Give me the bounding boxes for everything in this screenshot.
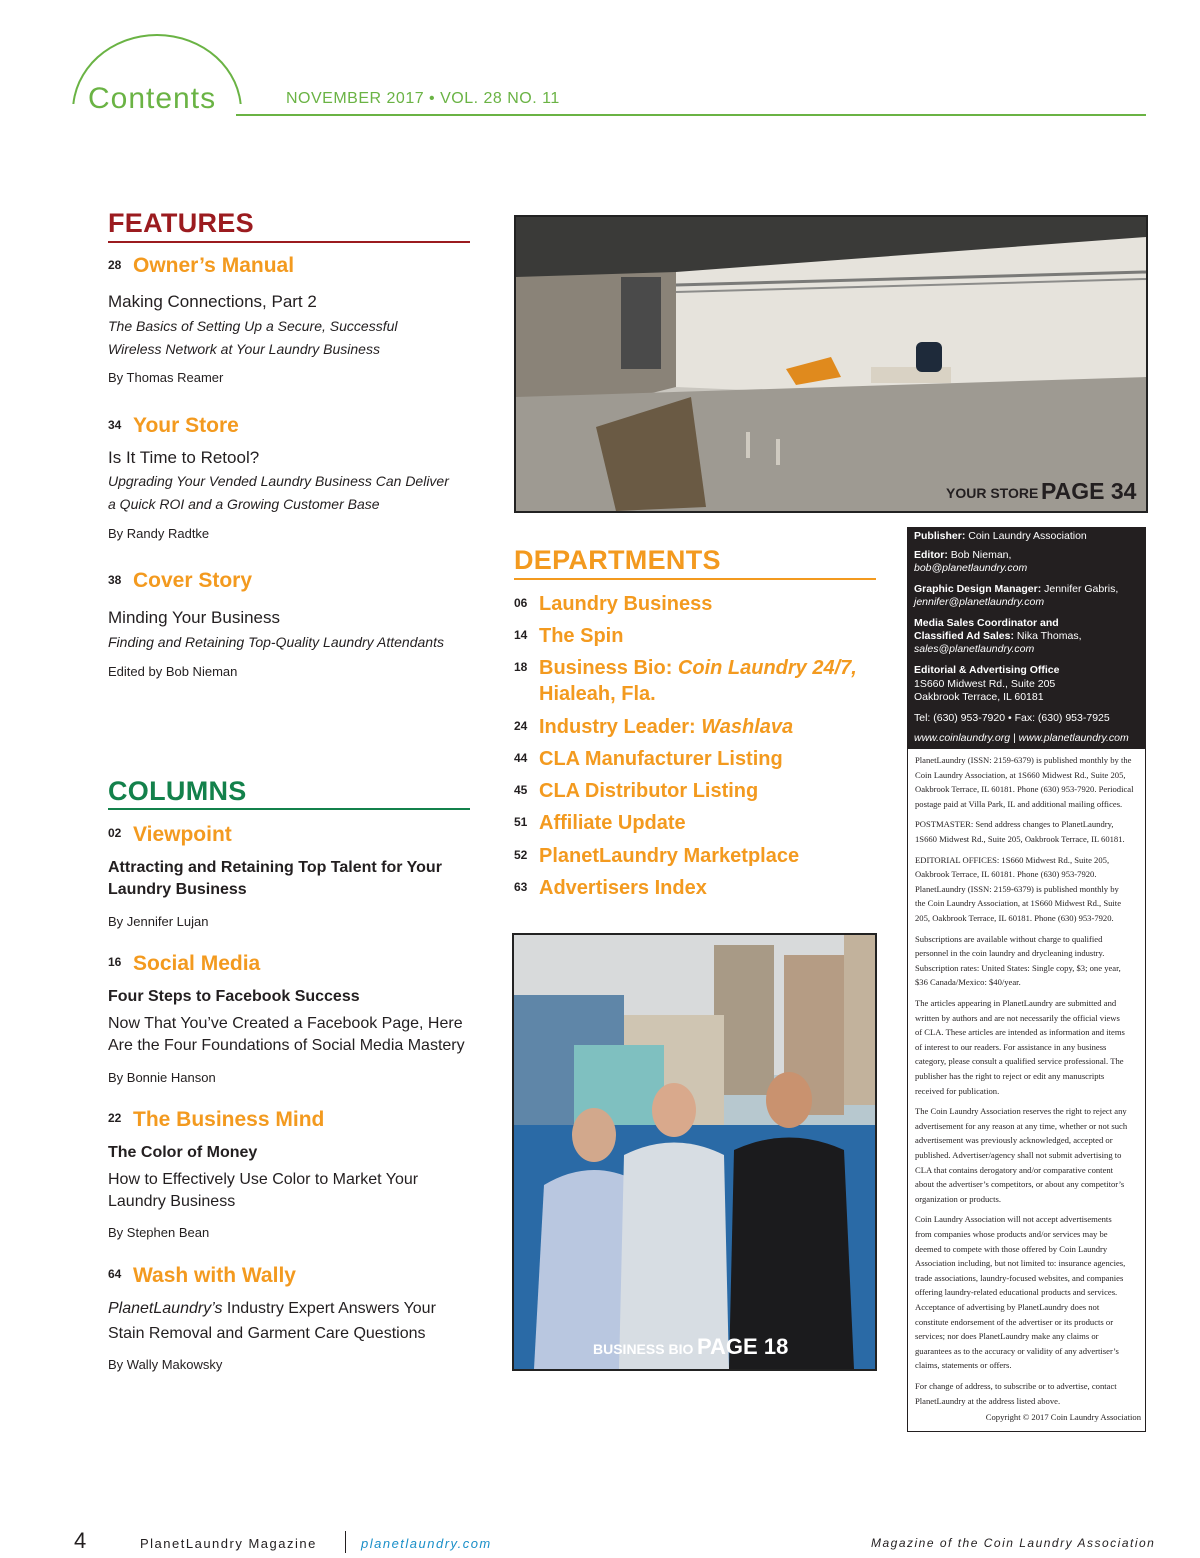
feature-dek: a Quick ROI and a Growing Customer Base [108,496,380,512]
masthead-line: CLA that contains derogatory and/or comparative content [915,1164,1114,1175]
column-dek: Stain Removal and Garment Care Questions [108,1325,426,1342]
masthead-line: 205, Oakbrook Terrace, IL 60181. Phone (630) 953-7920. [915,913,1114,923]
masthead-editor: Editor: Bob Nieman, [914,549,1012,561]
masthead-line: personnel in the coin laundry and drycleaning industry. [915,948,1105,959]
dept-item-cont[interactable]: Hialeah, Fla. [539,683,656,705]
feature-page: 38 [108,573,122,587]
masthead-sales-label: Media Sales Coordinator and [914,617,1059,629]
column-dek: PlanetLaundry’s Industry Expert Answers Your [108,1300,436,1317]
departments-heading: DEPARTMENTS [514,545,721,575]
masthead-line: advertisement was previously acknowledged, accepted or [915,1135,1113,1146]
masthead-line: organization or products. [915,1193,1001,1204]
dept-page: 24 [514,719,528,733]
column-section[interactable]: The Business Mind [133,1108,325,1131]
features-rule [108,241,470,243]
feature-byline: Edited by Bob Nieman [108,664,238,679]
dept-item[interactable]: Laundry Business [539,593,713,615]
masthead-line: received for publication. [915,1085,1000,1096]
footer-tagline: Magazine of the Coin Laundry Association [871,1536,1156,1550]
feature-title[interactable]: Minding Your Business [108,608,281,627]
feature-dek: Finding and Retaining Top-Quality Laundry Attendants [108,634,444,650]
dept-item[interactable]: Advertisers Index [539,877,707,899]
your-store-photo[interactable] [514,215,1148,513]
masthead-line: PlanetLaundry at the address listed above. [915,1395,1061,1406]
copyright: Copyright © 2017 Coin Laundry Association [985,1412,1141,1422]
masthead-line: claims, statements or offers. [915,1360,1012,1371]
masthead-editor-email[interactable]: bob@planetlaundry.com [914,562,1028,574]
masthead-office: 1S660 Midwest Rd., Suite 205 [914,678,1056,690]
column-section[interactable]: Wash with Wally [133,1264,296,1287]
dept-item[interactable]: Affiliate Update [539,812,686,834]
column-title[interactable]: The Color of Money [108,1144,258,1161]
masthead-line: $36 Canada/Mexico: $40/year. [915,977,1021,988]
masthead-line: services; nor does PlanetLaundry make any claims or [915,1331,1099,1342]
feature-dek: Wireless Network at Your Laundry Business [108,341,380,357]
masthead-line: deemed to compete with those offered by Coin Laundry [915,1243,1108,1254]
masthead-line: Oakbrook Terrace, IL 60181. Phone (630) 953-7920. [915,869,1097,880]
feature-section[interactable]: Your Store [133,414,239,437]
dept-page: 18 [514,660,528,674]
masthead-line: of interest to our readers. For assistance in any business [915,1041,1107,1052]
masthead-office: Oakbrook Terrace, IL 60181 [914,691,1044,703]
feature-dek: Upgrading Your Vended Laundry Business Can Deliver [108,473,449,489]
column-page: 64 [108,1267,122,1281]
footer-magazine: PlanetLaundry Magazine [140,1536,317,1551]
column-byline: By Bonnie Hanson [108,1070,216,1085]
masthead-line: Oakbrook Terrace, IL 60181. Phone (630) 953-7920. Periodical [915,784,1134,795]
dept-item[interactable]: The Spin [539,625,624,647]
masthead-line: constitute endorsement of the advertiser or its products or [915,1316,1114,1327]
masthead-publisher: Publisher: Coin Laundry Association [914,530,1087,542]
column-title[interactable]: Attracting and Retaining Top Talent for Your [108,859,442,876]
bio-caption-page[interactable]: PAGE 18 [697,1334,789,1359]
masthead-line: Coin Laundry Association will not accept advertisements [915,1214,1112,1225]
masthead-web[interactable]: www.coinlaundry.org | www.planetlaundry.com [914,732,1129,744]
masthead-line: postage paid at Villa Park, IL and additional mailing offices. [915,798,1123,809]
dept-page: 06 [514,596,528,610]
masthead-design: Graphic Design Manager: Jennifer Gabris, [914,583,1119,595]
masthead-line: the Coin Laundry Association, at 1S660 Midwest Rd., Suite [915,898,1122,909]
masthead-line: For change of address, to subscribe or to advertise, contact [915,1381,1117,1391]
three-men-image [514,935,875,1369]
masthead-line: offering laundry-related educational products and services. [915,1287,1118,1298]
feature-dek: The Basics of Setting Up a Secure, Successful [108,318,398,334]
masthead-line: publisher has the right to reject or edit any manuscripts [915,1071,1105,1081]
column-page: 02 [108,826,122,840]
masthead-line: PlanetLaundry (ISSN: 2159-6379) is published monthly by [915,883,1119,894]
dept-item[interactable]: CLA Manufacturer Listing [539,748,783,770]
columns-rule [108,808,470,810]
footer-divider [345,1531,346,1553]
column-section[interactable]: Social Media [133,952,261,975]
dept-page: 51 [514,815,528,829]
columns-heading: COLUMNS [108,776,247,806]
column-dek: Laundry Business [108,1193,236,1210]
masthead-line: published. Advertiser/agency shall not submit advertising to [915,1150,1122,1160]
masthead-office-label: Editorial & Advertising Office [914,664,1060,676]
footer-url[interactable]: planetlaundry.com [361,1536,492,1551]
column-page: 16 [108,955,122,969]
masthead-line: 1S660 Midwest Rd., Suite 205, Oakbrook Terrace, IL 60181. [915,834,1125,844]
column-byline: By Jennifer Lujan [108,914,209,929]
column-dek: Now That You’ve Created a Facebook Page, Here [108,1015,463,1032]
column-byline: By Wally Makowsky [108,1357,223,1372]
masthead-line: Acceptance of advertising by PlanetLaundry does not [915,1302,1100,1312]
masthead-line: about the advertiser’s competitors, or about any competitor’s [915,1179,1125,1190]
masthead-line: category, please consult a qualified service professional. The [915,1056,1124,1067]
column-dek: Are the Four Foundations of Social Media Mastery [108,1037,465,1054]
feature-section[interactable]: Owner’s Manual [133,254,295,277]
issue-date: NOVEMBER 2017 • VOL. 28 NO. 11 [286,90,560,107]
feature-title[interactable]: Is It Time to Retool? [108,448,260,467]
column-title[interactable]: Laundry Business [108,881,247,898]
masthead-design-email[interactable]: jennifer@planetlaundry.com [914,596,1045,608]
dept-item[interactable]: PlanetLaundry Marketplace [539,845,800,867]
feature-page: 34 [108,418,122,432]
header-rule [236,114,1146,116]
dept-item[interactable]: Industry Leader: Washlava [539,716,794,738]
store-caption-page[interactable]: PAGE 34 [1041,478,1137,504]
feature-section[interactable]: Cover Story [133,569,253,592]
dept-page: 14 [514,628,528,642]
column-title[interactable]: Four Steps to Facebook Success [108,988,360,1005]
feature-byline: By Randy Radtke [108,526,210,541]
column-page: 22 [108,1111,122,1125]
masthead-line: Coin Laundry Association, at 1S660 Midwest Rd., Suite 205, [915,769,1126,780]
business-bio-photo[interactable] [512,933,877,1371]
masthead-fineprint [907,749,1146,1432]
store-interior-image [516,217,1146,511]
masthead-line: POSTMASTER: Send address changes to PlanetLaundry, [915,819,1114,830]
column-section[interactable]: Viewpoint [133,823,232,846]
masthead-line: from companies whose products and/or services may be [915,1229,1108,1239]
masthead-line: PlanetLaundry (ISSN: 2159-6379) is published monthly by the [915,755,1132,765]
dept-item[interactable]: CLA Distributor Listing [539,780,759,802]
store-caption-small: YOUR STORE [946,485,1039,501]
masthead-line: trade associations, laundry-focused websites, and companies [915,1272,1124,1283]
masthead-line: guarantees as to the accuracy or validity of any advertiser’s [915,1345,1119,1356]
page-title: Contents [88,82,217,115]
dept-item[interactable]: Business Bio: Coin Laundry 24/7, [539,657,857,679]
masthead-phone: Tel: (630) 953-7920 • Fax: (630) 953-7925 [914,712,1110,724]
feature-page: 28 [108,258,122,272]
masthead-line: Subscription rates: United States: Single copy, $3; one year, [915,962,1121,973]
masthead-sales: Classified Ad Sales: Nika Thomas, [914,630,1082,642]
column-dek: How to Effectively Use Color to Market Your [108,1171,419,1188]
masthead-box [907,527,1146,749]
masthead-line: of CLA. These articles are intended as information and items [915,1027,1125,1038]
masthead-line: EDITORIAL OFFICES: 1S660 Midwest Rd., Suite 205, [915,854,1110,865]
features-heading: FEATURES [108,208,254,238]
masthead-sales-email[interactable]: sales@planetlaundry.com [914,643,1035,655]
page-number: 4 [74,1528,87,1553]
masthead-line: advertisement for any reason at any time, whether or not such [915,1120,1128,1131]
bio-caption-small: BUSINESS BIO [593,1341,694,1357]
departments-rule [514,578,876,580]
dept-page: 52 [514,848,528,862]
masthead-line: The articles appearing in PlanetLaundry are submitted and [915,998,1117,1008]
dept-page: 45 [514,783,528,797]
masthead-line: Subscriptions are available without charge to qualified [915,933,1103,944]
column-byline: By Stephen Bean [108,1225,210,1240]
masthead-line: The Coin Laundry Association reserves the right to reject any [915,1106,1127,1117]
feature-title[interactable]: Making Connections, Part 2 [108,292,317,311]
feature-byline: By Thomas Reamer [108,370,224,385]
masthead-line: written by authors and are not necessarily the official views [915,1012,1120,1023]
dept-page: 63 [514,880,528,894]
masthead-line: Association including, but not limited to: insurance agencies, [915,1258,1126,1269]
dept-page: 44 [514,751,528,765]
